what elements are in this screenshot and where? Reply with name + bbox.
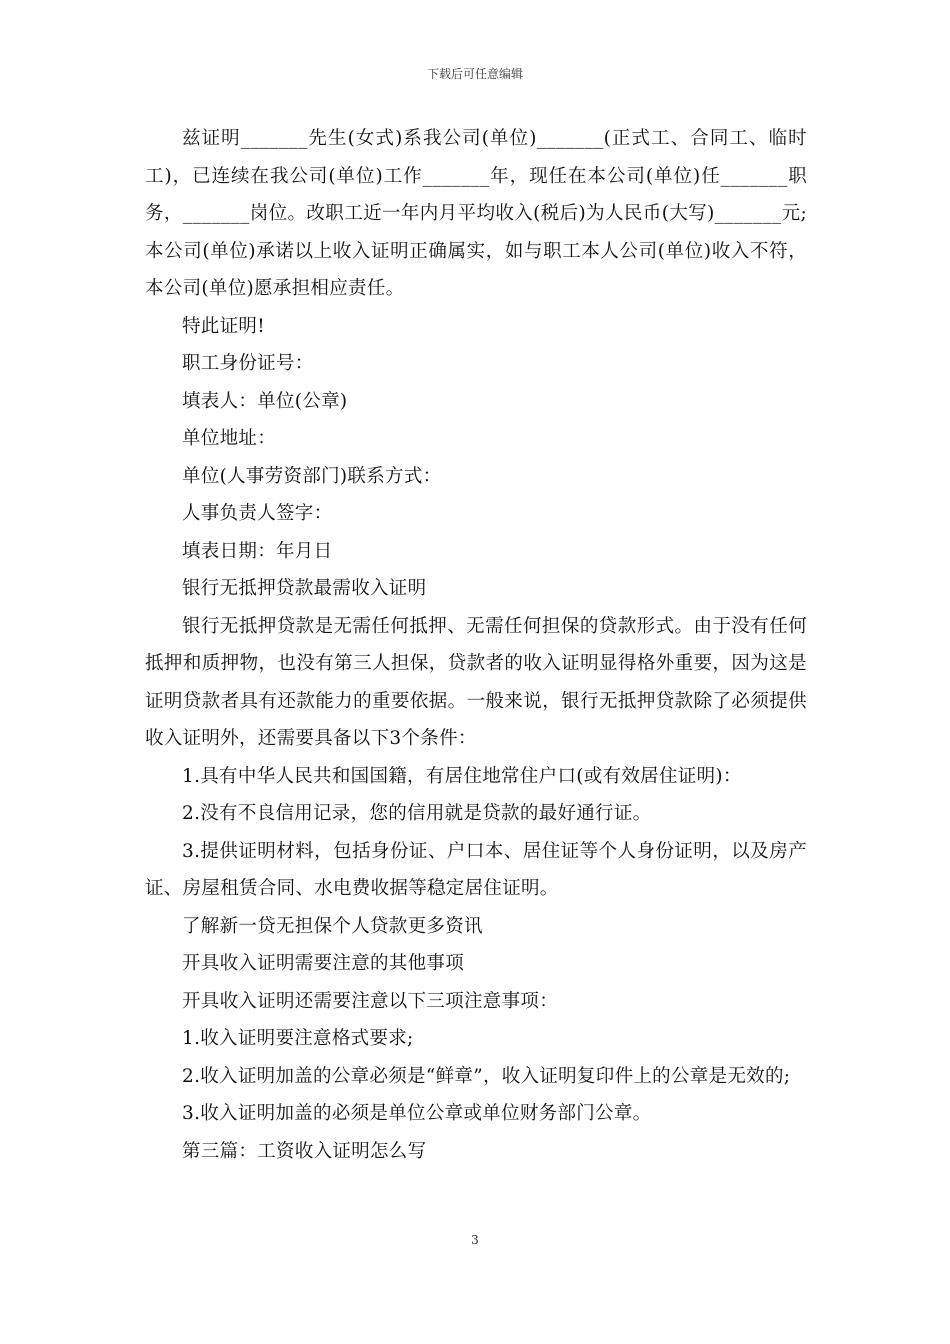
hr-contact-label: 单位(人事劳资部门)联系方式：: [182, 465, 442, 487]
note-item-2: 2.收入证明加盖的公章必须是“鲜章”，收入证明复印件上的公章是无效的;: [182, 1065, 791, 1087]
page-header: 下载后可任意编辑: [426, 67, 523, 81]
condition-item-3: 3.提供证明材料，包括身份证、户口本、居住证等个人身份证明，以及房产证、房屋租赁合同、水电费收据等稳定居住证明。: [145, 840, 807, 899]
note-item-1: 1.收入证明要注意格式要求;: [182, 1028, 414, 1049]
notes-intro: 开具收入证明还需要注意以下三项注意事项：: [182, 990, 559, 1012]
section-heading-other-notes: 开具收入证明需要注意的其他事项: [182, 953, 465, 974]
document-body: [145, 120, 807, 1170]
more-info-line: 了解新一贷无担保个人贷款更多资讯: [182, 915, 483, 937]
condition-item-1: 1.具有中华人民共和国国籍，有居住地常住户口(或有效居住证明)：: [182, 765, 742, 787]
certification-statement: 特此证明!: [182, 315, 265, 337]
chapter-heading-part-three: 第三篇：工资收入证明怎么写: [182, 1140, 427, 1162]
hr-signature-label: 人事负责人签字：: [182, 503, 333, 524]
section-heading-unsecured-loan: 银行无抵押贷款最需收入证明: [182, 578, 427, 599]
fill-date-label: 填表日期：年月日: [182, 540, 333, 562]
filler-unit-seal-label: 填表人：单位(公章): [182, 390, 348, 412]
unit-address-label: 单位地址：: [182, 428, 277, 449]
condition-item-2: 2.没有不良信用记录，您的信用就是贷款的最好通行证。: [182, 803, 652, 824]
certificate-paragraph: 兹证明_______先生(女式)系我公司(单位)_______(正式工、合同工、临时工)，已连续在我公司(单位)工作_______年，现任在本公司(单位)任_______职务，_______岗位。改职工近一年内月平均收入(税后)为人民币(大写)_______元;本公司(单位)承诺以上收入证明正确属实，如与职工本人公司(单位)收入不符，本公司(单位)愿承担相应责任。: [145, 128, 807, 299]
id-number-field-label: 职工身份证号：: [182, 353, 314, 374]
page-number: 3: [471, 1233, 479, 1247]
note-item-3: 3.收入证明加盖的必须是单位公章或单位财务部门公章。: [182, 1103, 652, 1124]
unsecured-loan-paragraph: 银行无抵押贷款是无需任何抵押、无需任何担保的贷款形式。由于没有任何抵押和质押物，也没有第三人担保，贷款者的收入证明显得格外重要，因为这是证明贷款者具有还款能力的重要依据。一般来说，银行无抵押贷款除了必须提供收入证明外，还需要具备以下3个条件：: [145, 615, 807, 749]
